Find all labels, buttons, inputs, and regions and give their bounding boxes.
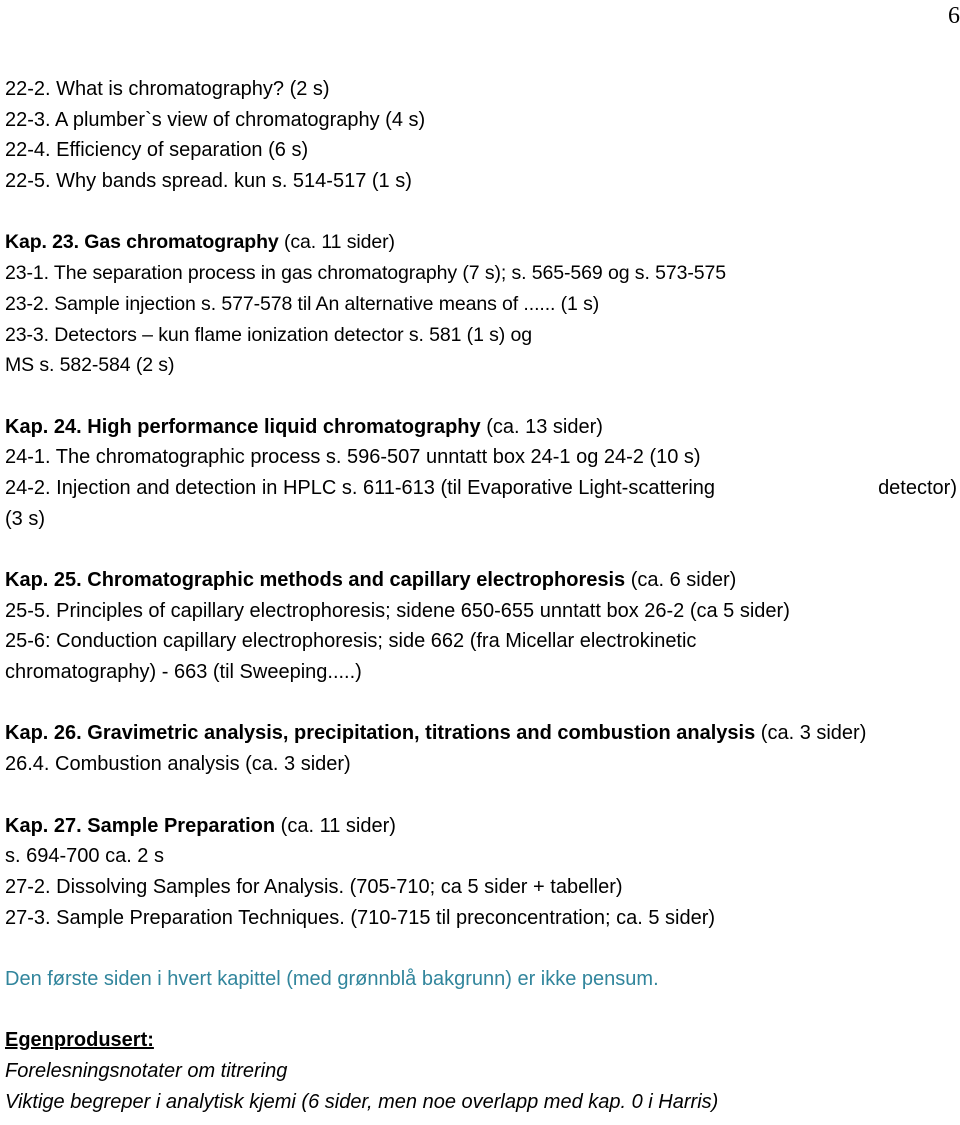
item-23-3-cont: MS s. 582-584 (2 s) [5, 354, 175, 377]
spacer [5, 197, 957, 228]
own-item-lecture-notes: Forelesningsnotater om titrering [5, 1060, 288, 1082]
item-23-3: 23-3. Detectors – kun flame ionization detector s. 581 (1 s) og [5, 323, 532, 346]
spacer [5, 780, 957, 811]
chapter-23-heading [5, 227, 957, 258]
item-24-1: 24-1. The chromatographic process s. 596-507 unntatt box 24-1 og 24-2 (10 s) [5, 446, 701, 469]
chapter-26-kap: Kap. 26. [5, 722, 82, 745]
spacer [5, 995, 957, 1026]
item-22-4: 22-4. Efficiency of separation (6 s) [5, 139, 309, 162]
item-24-2-end: detector) [878, 476, 957, 499]
chapter-25-extent: (ca. 6 sider) [625, 569, 737, 591]
item-24-2-text: 24-2. Injection and detection in HPLC s. 611-613 (til Evaporative Light-scattering [5, 476, 716, 499]
chapter-27-extent: (ca. 11 sider) [275, 814, 396, 837]
chapter-25-kap: Kap. 25. [5, 569, 82, 591]
chapter-24-extent: (ca. 13 sider) [480, 415, 603, 438]
item-23-2: 23-2. Sample injection s. 577-578 til An alternative means of ...... (1 s) [5, 292, 600, 315]
document-body [5, 74, 957, 1117]
chapter-25-title: Chromatographic methods and capillary electrophoresis [81, 569, 626, 591]
chapter-27-kap: Kap. 27. [5, 814, 82, 837]
own-produced-heading: Egenprodusert: [5, 1029, 154, 1052]
curriculum-note: Den første siden i hvert kapittel (med grønnblå bakgrunn) er ikke pensum. [5, 967, 659, 990]
item-25-6-cont: chromatography) - 663 (til Sweeping.....) [5, 661, 362, 684]
chapter-23-kap: Kap. 23. [5, 231, 79, 254]
chapter-26-extent: (ca. 3 sider) [755, 722, 867, 745]
chapter-26-title: Gravimetric analysis, precipitation, titrations and combustion analysis [81, 722, 756, 745]
item-27-2: 27-2. Dissolving Samples for Analysis. (705-710; ca 5 sider + tabeller) [5, 875, 623, 898]
item-27-pages: s. 694-700 ca. 2 s [5, 845, 164, 868]
item-22-2: 22-2. What is chromatography? (2 s) [5, 78, 330, 100]
chapter-24-kap: Kap. 24. [5, 415, 82, 438]
chapter-25-heading [5, 565, 957, 596]
item-25-6: 25-6: Conduction capillary electrophoresis; side 662 (fra Micellar electrokinetic [5, 630, 697, 653]
item-22-3: 22-3. A plumber`s view of chromatography (4 s) [5, 108, 426, 131]
spacer [5, 534, 957, 565]
item-24-2 [5, 473, 957, 504]
chapter-27-title: Sample Preparation [81, 814, 276, 837]
item-22-5: 22-5. Why bands spread. kun s. 514-517 (1 s) [5, 170, 412, 193]
item-27-3: 27-3. Sample Preparation Techniques. (710-715 til preconcentration; ca. 5 sider) [5, 906, 716, 929]
page-number: 6 [948, 3, 960, 29]
item-24-2-cont: (3 s) [5, 507, 45, 530]
item-25-5: 25-5. Principles of capillary electrophoresis; sidene 650-655 unntatt box 26-2 (ca 5 sider) [5, 599, 790, 622]
chapter-23-extent: (ca. 11 sider) [278, 231, 395, 254]
spacer [5, 933, 957, 964]
spacer [5, 381, 957, 412]
item-26-4: 26.4. Combustion analysis (ca. 3 sider) [5, 753, 351, 776]
chapter-24-heading [5, 412, 957, 443]
chapter-24-title: High performance liquid chromatography [81, 415, 481, 438]
item-23-1: 23-1. The separation process in gas chromatography (7 s); s. 565-569 og s. 573-575 [5, 262, 726, 285]
chapter-26-heading [5, 718, 957, 749]
chapter-23-title: Gas chromatography [78, 231, 279, 254]
own-item-key-concepts: Viktige begreper i analytisk kjemi (6 sider, men noe overlapp med kap. 0 i Harris) [5, 1090, 719, 1113]
chapter-27-heading [5, 811, 957, 842]
spacer [5, 688, 957, 719]
